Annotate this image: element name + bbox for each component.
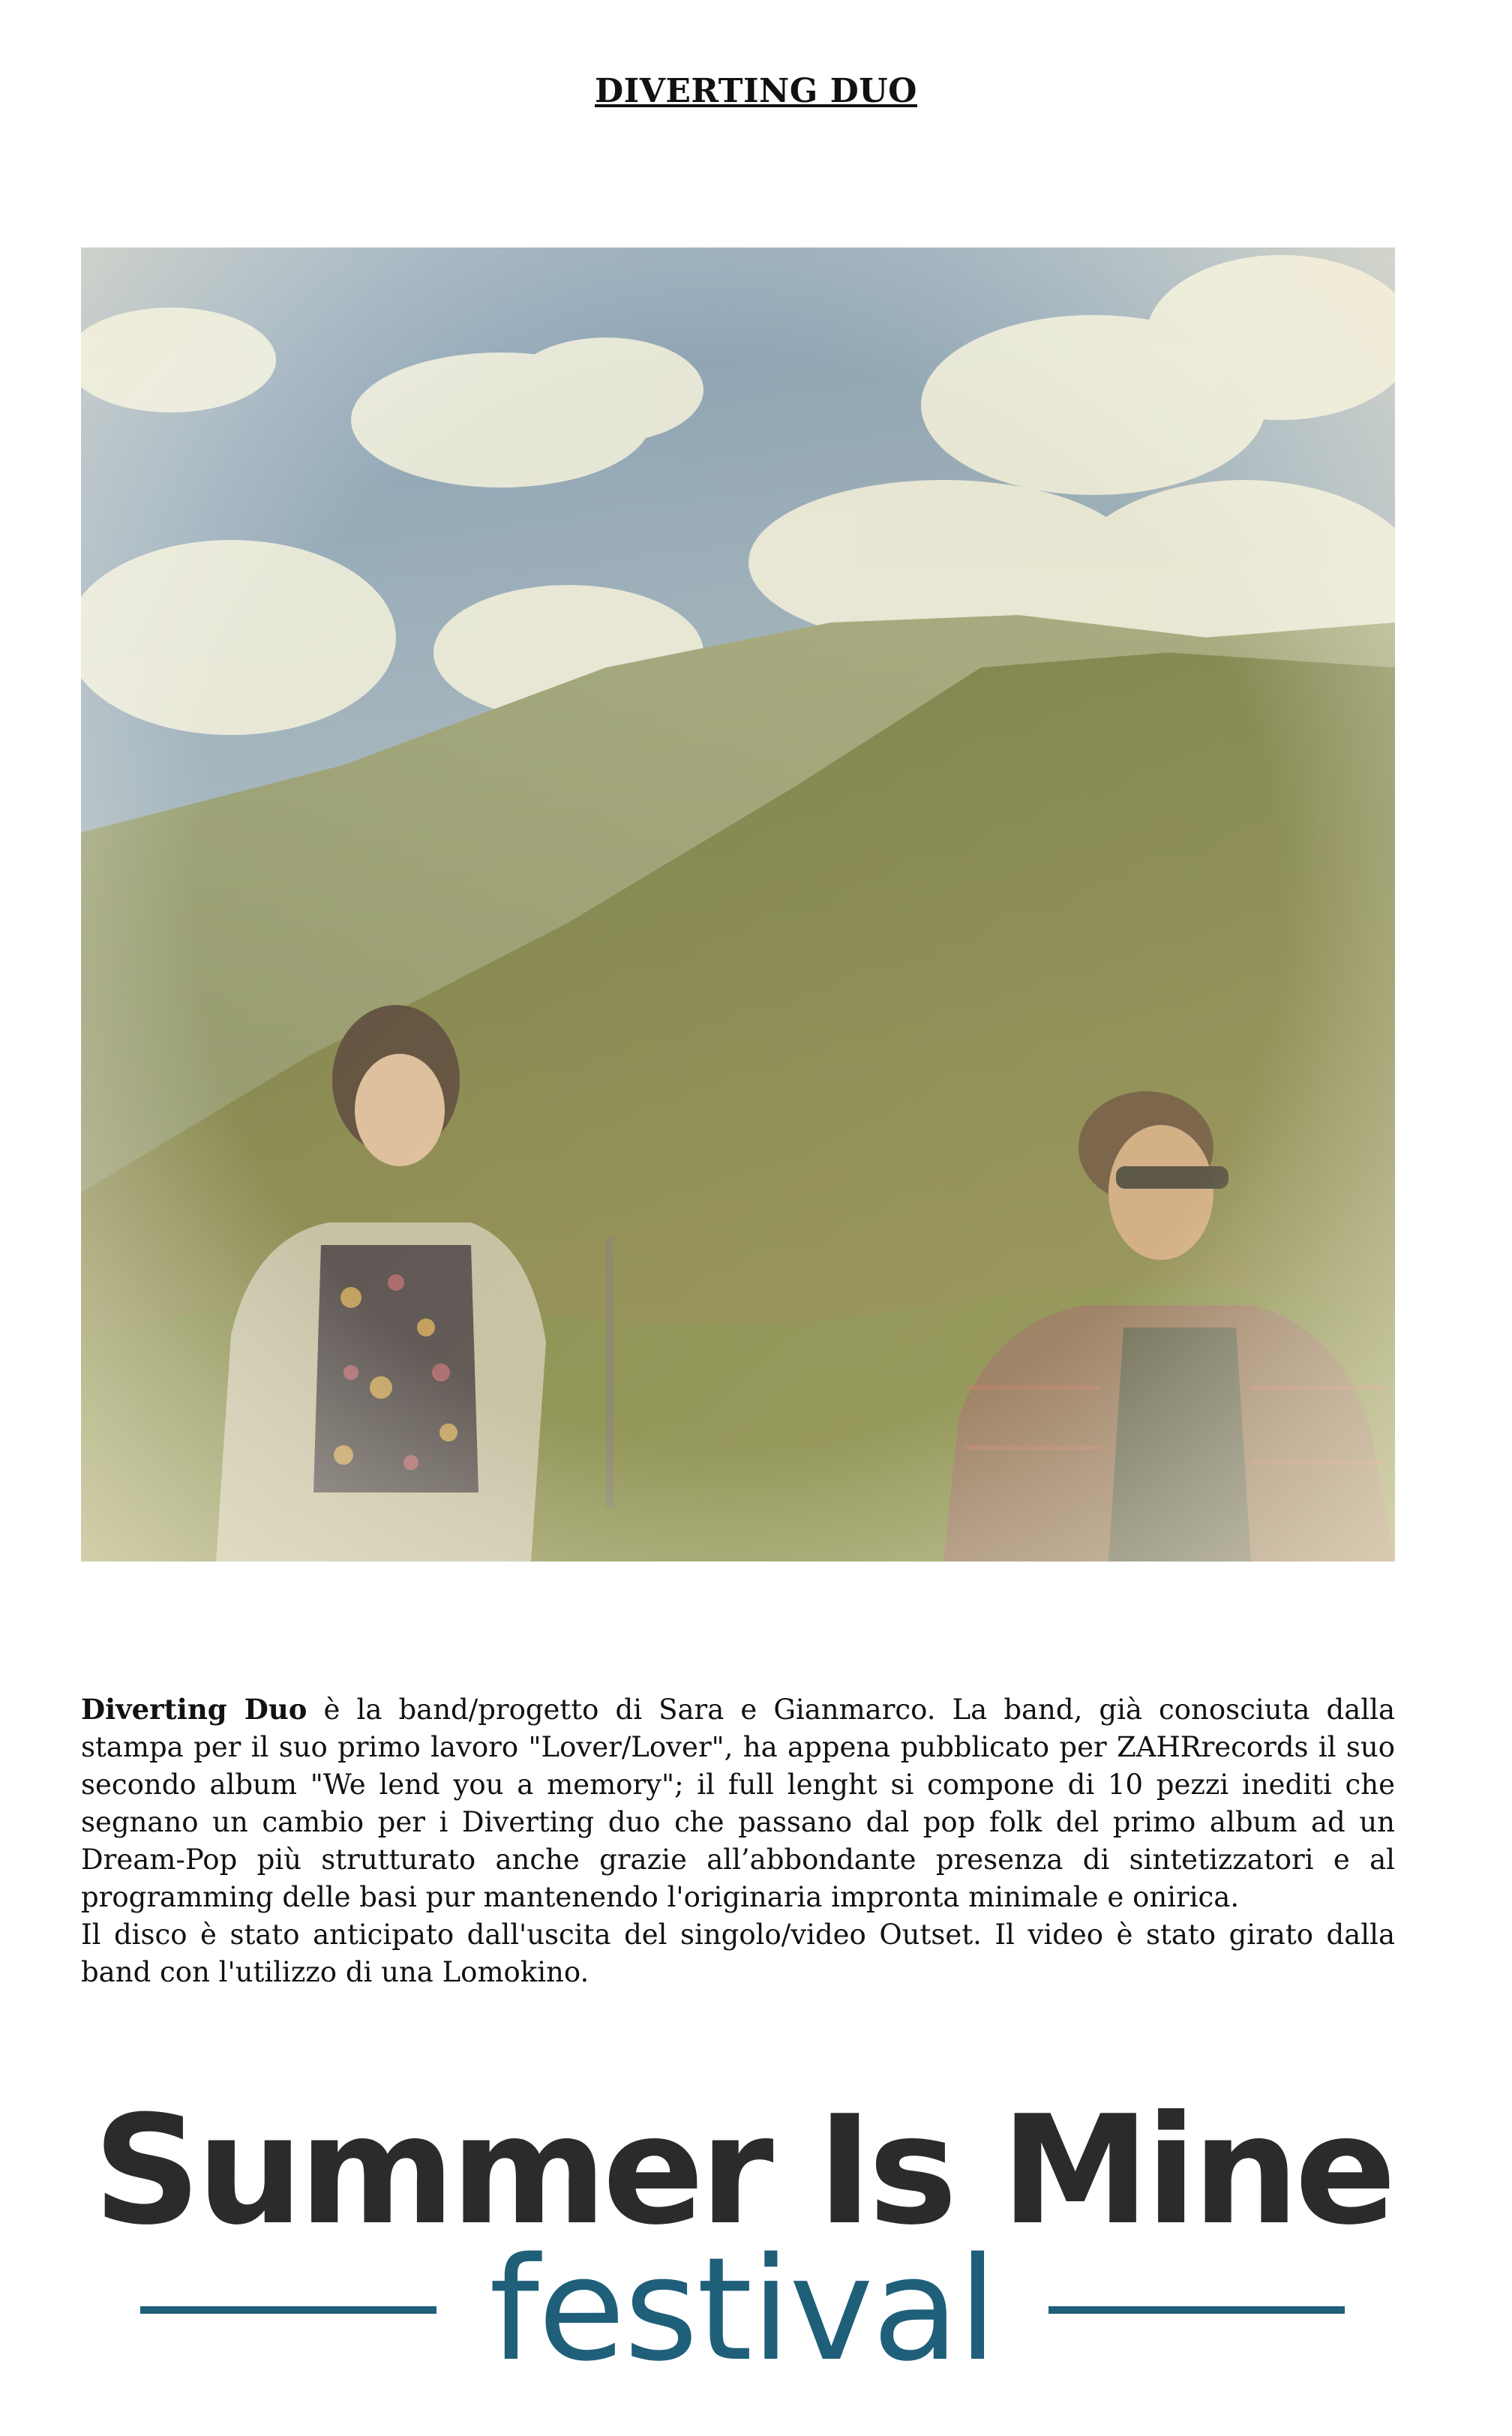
band-description (81, 1690, 1395, 1991)
logo-right-rule (1048, 2306, 1345, 2314)
logo-title: Summer Is Mine (93, 2084, 1392, 2258)
logo-subtitle-row (90, 2227, 1395, 2392)
band-name: Diverting Duo (81, 1693, 308, 1726)
logo-subtitle: festival (489, 2227, 996, 2392)
description-paragraph-2: Il disco è stato anticipato dall'uscita del singolo/video Outset. Il video è stato girato dalla band con l'utilizzo di una Lomokino. (81, 1918, 1395, 1988)
page-title: DIVERTING DUO (595, 72, 917, 110)
logo-left-rule (140, 2306, 436, 2314)
band-photo (81, 248, 1395, 1562)
paragraph-1-text: è la band/progetto di Sara e Gianmarco. La band, già conosciuta dalla stampa per il suo primo lavoro "Lover/Lover", ha appena pubblicato per ZAHRrecords il suo secondo album "We lend you a memory"; il full lenght si compone di 10 pezzi inediti che segnano un cambio per i Diverting duo che passano dal pop folk del primo album ad un Dream-Pop più strutturato anche grazie all’abbondante presenza di sintetizzatori e al programming delle basi pur mantenendo l'originaria impronta minimale e onirica. (81, 1694, 1396, 1913)
festival-logo (90, 2084, 1395, 2392)
description-paragraph-1 (81, 1690, 1395, 1916)
